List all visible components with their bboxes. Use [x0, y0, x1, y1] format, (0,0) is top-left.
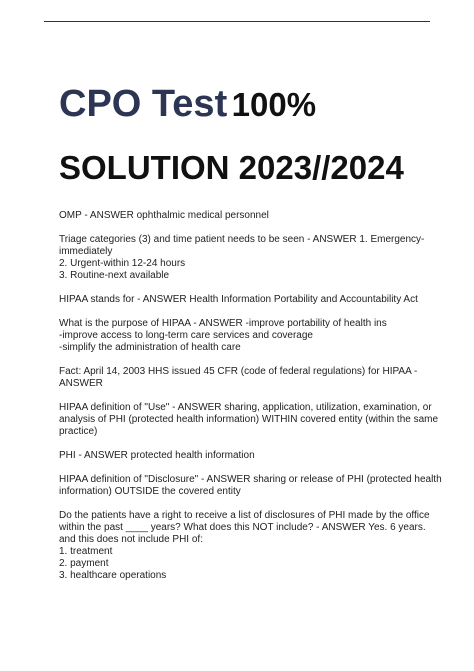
qa-line: HIPAA definition of "Disclosure" - ANSWER sharing or release of PHI (protected health — [59, 474, 442, 485]
qa-line: Fact: April 14, 2003 HHS issued 45 CFR (code of federal regulations) for HIPAA - — [59, 366, 418, 377]
qa-item — [59, 402, 439, 438]
top-divider — [44, 21, 430, 22]
qa-line: 2. Urgent-within 12-24 hours — [59, 258, 186, 269]
qa-line: HIPAA definition of "Use" - ANSWER sharing, application, utilization, examination, or — [59, 402, 432, 413]
title-line-1 — [59, 76, 459, 132]
qa-line: analysis of PHI (protected health information) WITHIN covered entity (within the same — [59, 414, 439, 425]
qa-line: -simplify the administration of health care — [59, 342, 241, 353]
qa-line: -improve access to long-term care services and coverage — [59, 330, 313, 341]
qa-line: practice) — [59, 426, 98, 437]
qa-line: information) OUTSIDE the covered entity — [59, 486, 241, 497]
qa-line: Triage categories (3) and time patient needs to be seen - ANSWER 1. Emergency- — [59, 234, 425, 245]
qa-line: OMP - ANSWER ophthalmic medical personnel — [59, 210, 269, 221]
qa-line: and this does not include PHI of: — [59, 534, 203, 545]
page-title — [59, 76, 459, 198]
qa-item — [59, 510, 431, 582]
title-line-2: SOLUTION 2023//2024 — [59, 149, 404, 186]
qa-item — [59, 294, 431, 306]
qa-list — [59, 210, 442, 594]
qa-item — [59, 234, 431, 282]
qa-item — [59, 366, 431, 390]
qa-item — [59, 474, 442, 498]
qa-line: 3. healthcare operations — [59, 570, 167, 581]
qa-line: Do the patients have a right to receive a list of disclosures of PHI made by the office — [59, 510, 430, 521]
qa-line: immediately — [59, 246, 113, 257]
qa-line: 3. Routine-next available — [59, 270, 170, 281]
title-percent-text: 100% — [231, 86, 317, 123]
qa-line: ANSWER — [59, 378, 103, 389]
title-accent-text: CPO Test — [59, 83, 228, 125]
qa-line: within the past ____ years? What does this NOT include? - ANSWER Yes. 6 years. — [59, 522, 426, 533]
qa-line: What is the purpose of HIPAA - ANSWER -improve portability of health ins — [59, 318, 387, 329]
qa-line: 1. treatment — [59, 546, 113, 557]
qa-item — [59, 318, 431, 354]
qa-line: PHI - ANSWER protected health information — [59, 450, 255, 461]
qa-item — [59, 210, 431, 222]
qa-line: HIPAA stands for - ANSWER Health Information Portability and Accountability Act — [59, 294, 418, 305]
qa-line: 2. payment — [59, 558, 109, 569]
qa-item — [59, 450, 431, 462]
